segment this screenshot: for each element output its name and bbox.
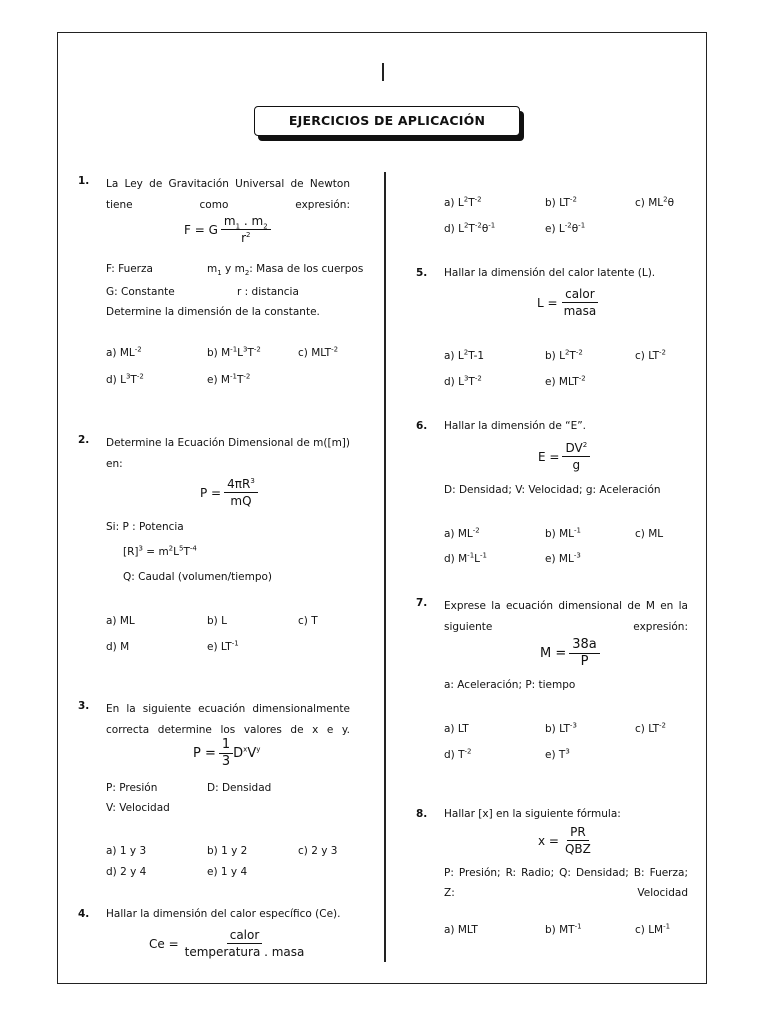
option-e: e) 1 y 4 bbox=[207, 866, 248, 878]
title-banner bbox=[254, 106, 520, 136]
column-divider bbox=[384, 172, 386, 962]
option-b: b) L bbox=[207, 615, 227, 627]
option-e: e) $T^3$ bbox=[545, 747, 570, 761]
question-number: 4. bbox=[78, 908, 90, 920]
option-c: c) $ML^2\theta$ bbox=[635, 195, 675, 209]
option-a: a) ML bbox=[106, 615, 135, 627]
question-text: Exprese la ecuación dimensional de M en la siguiente expresión: bbox=[444, 600, 688, 633]
option-b: b) $MT^{-1}$ bbox=[545, 922, 582, 936]
option-b: b) $LT^{-3}$ bbox=[545, 721, 577, 735]
option-b: b) $ML^{-1}$ bbox=[545, 526, 581, 540]
formula: x = PR QBZ bbox=[538, 825, 591, 856]
question-number: 3. bbox=[78, 700, 90, 712]
option-a: a) $L^2T^{-2}$ bbox=[444, 195, 482, 209]
page-title: EJERCICIOS DE APLICACIÓN bbox=[254, 106, 520, 136]
option-e: e) $M^{-1}T^{-2}$ bbox=[207, 372, 251, 386]
formula: F = G $m_1$ . $m_2$ $r^2$ bbox=[184, 214, 271, 245]
formula: P = $\frac{4\pi R^3}{mQ}$ bbox=[200, 477, 258, 508]
option-b: b) 1 y 2 bbox=[207, 845, 248, 857]
option-d: d) $L^3T^{-2}$ bbox=[106, 372, 144, 386]
option-d: d) $T^{-2}$ bbox=[444, 747, 472, 761]
question-number: 2. bbox=[78, 434, 90, 446]
option-a: a) $ML^{-2}$ bbox=[444, 526, 480, 540]
question-text: Hallar la dimensión de “E”. bbox=[444, 420, 586, 432]
variable: P: Presión bbox=[106, 782, 158, 794]
question-text: Determine la Ecuación Dimensional de m([m]) en: bbox=[106, 437, 350, 470]
question-text: La Ley de Gravitación Universal de Newton tiene como expresión: bbox=[106, 178, 350, 211]
option-a: a) $ML^{-2}$ bbox=[106, 345, 142, 359]
option-c: c) $LT^{-2}$ bbox=[635, 721, 667, 735]
option-e: e) $MLT^{-2}$ bbox=[545, 374, 586, 388]
question-number: 6. bbox=[416, 420, 428, 432]
option-b: b) $L^2T^{-2}$ bbox=[545, 348, 583, 362]
option-c: c) T bbox=[298, 615, 318, 627]
question-number: 1. bbox=[78, 175, 90, 187]
variable: Q: Caudal (volumen/tiempo) bbox=[123, 571, 273, 583]
variables: P: Presión; R: Radio; Q: Densidad; B: Fuerza; Z: Velocidad bbox=[444, 867, 688, 899]
variable: G: Constante bbox=[106, 286, 175, 298]
option-d: d) $M^{-1}L^{-1}$ bbox=[444, 551, 487, 565]
question-number: 7. bbox=[416, 597, 428, 609]
option-e: e) $L^{-2}\theta^{-1}$ bbox=[545, 221, 586, 235]
question-ask: Determine la dimensión de la constante. bbox=[106, 306, 320, 318]
question-number: 5. bbox=[416, 267, 428, 279]
text-cursor-mark bbox=[382, 63, 384, 81]
option-d: d) 2 y 4 bbox=[106, 866, 147, 878]
formula: M = $\frac{38a}{P}$ bbox=[540, 638, 600, 669]
option-c: c) 2 y 3 bbox=[298, 845, 338, 857]
question-text: Hallar la dimensión del calor específico (Ce). bbox=[106, 908, 341, 920]
formula: Ce = calor temperatura . masa bbox=[149, 928, 305, 959]
variable: $[R]^3 = m^2L^5T^{-4}$ bbox=[123, 544, 197, 558]
option-a: a) LT bbox=[444, 723, 469, 735]
formula: L = calor masa bbox=[537, 287, 597, 318]
option-c: c) ML bbox=[635, 528, 664, 540]
option-d: d) M bbox=[106, 641, 130, 653]
variable: F: Fuerza bbox=[106, 263, 153, 275]
question-text: Hallar [x] en la siguiente fórmula: bbox=[444, 808, 621, 820]
option-a: a) MLT bbox=[444, 924, 478, 936]
formula: P = $\frac{1}{3}$ $D^xV^y$ bbox=[193, 737, 261, 769]
question-text: Hallar la dimensión del calor latente (L). bbox=[444, 267, 656, 279]
option-e: e) $LT^{-1}$ bbox=[207, 639, 239, 653]
option-c: c) $LM^{-1}$ bbox=[635, 922, 671, 936]
option-c: c) $LT^{-2}$ bbox=[635, 348, 667, 362]
variables: a: Aceleración; P: tiempo bbox=[444, 679, 576, 691]
variables: D: Densidad; V: Velocidad; g: Aceleración bbox=[444, 484, 661, 496]
option-b: b) $LT^{-2}$ bbox=[545, 195, 577, 209]
option-a: a) 1 y 3 bbox=[106, 845, 147, 857]
variable: r : distancia bbox=[237, 286, 299, 298]
formula: E = $\frac{DV^2}{g}$ bbox=[538, 441, 590, 472]
variable: D: Densidad bbox=[207, 782, 272, 794]
variable: $m_1$ y $m_2$: Masa de los cuerpos bbox=[207, 263, 364, 278]
question-number: 8. bbox=[416, 808, 428, 820]
option-d: d) $L^2T^{-2}\theta^{-1}$ bbox=[444, 221, 496, 235]
option-d: d) $L^3T^{-2}$ bbox=[444, 374, 482, 388]
option-c: c) $MLT^{-2}$ bbox=[298, 345, 339, 359]
option-a: a) $L^2T-1$ bbox=[444, 348, 485, 362]
option-e: e) $ML^{-3}$ bbox=[545, 551, 581, 565]
variable: Si: P : Potencia bbox=[106, 521, 184, 533]
variable: V: Velocidad bbox=[106, 802, 170, 814]
question-text: En la siguiente ecuación dimensionalmente correcta determine los valores de x e y. bbox=[106, 703, 350, 736]
option-b: b) $M^{-1}L^3T^{-2}$ bbox=[207, 345, 261, 359]
